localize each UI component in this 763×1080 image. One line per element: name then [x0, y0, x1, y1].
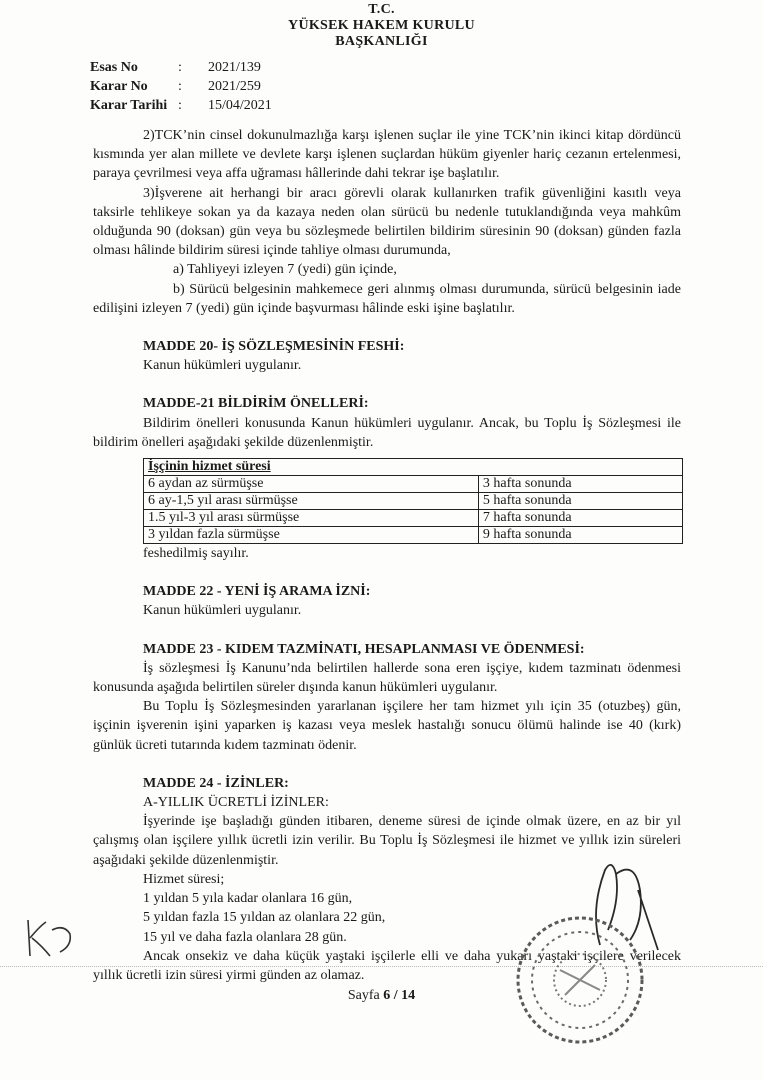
leave-tier-1: 1 yıldan 5 yıla kadar olanlara 16 gün,	[143, 891, 353, 907]
page-label: Sayfa	[347, 988, 380, 1003]
esas-colon: :	[178, 60, 182, 75]
tarih-value: 15/04/2021	[208, 98, 272, 113]
header-department: BAŞKANLIĞI	[335, 34, 428, 49]
notice-period-cell: 5 hafta sonunda	[478, 493, 682, 510]
table-footnote: feshedilmiş sayılır.	[143, 546, 249, 562]
article-23-paragraph-2: Bu Toplu İş Sözleşmesinden yararlanan işçilere her tam hizmet yılı için 35 (otuzbeş) gün, işçinin işverenin işini yaparken iş kazası veya meslek hastalığı sonucu ölümü halinde ise 40 (kırk) günlük ücreti tutarında kıdem tazminatı ödenir.	[93, 699, 681, 753]
header-tc: T.C.	[368, 2, 395, 17]
table-row	[144, 476, 683, 493]
handwritten-initials-icon	[20, 912, 80, 962]
tarih-row	[90, 96, 272, 115]
article-23-title: MADDE 23 - KIDEM TAZMİNATI, HESAPLANMASI VE ÖDENMESİ:	[143, 641, 585, 657]
tarih-label: Karar Tarihi	[90, 98, 168, 113]
service-duration-cell: 6 ay-1,5 yıl arası sürmüşse	[144, 493, 479, 510]
page-footer	[0, 988, 763, 1004]
official-stamp-icon	[510, 910, 650, 1050]
table-row	[144, 510, 683, 527]
article-21-title: MADDE-21 BİLDİRİM ÖNELLERİ:	[143, 396, 369, 412]
karar-row	[90, 77, 272, 96]
service-duration-heading: Hizmet süresi;	[143, 871, 225, 887]
article-22-text: Kanun hükümleri uygulanır.	[143, 603, 302, 619]
table-header-row	[144, 459, 683, 476]
notice-period-cell: 9 hafta sonunda	[478, 527, 682, 544]
table-row	[144, 493, 683, 510]
karar-value: 2021/259	[208, 79, 261, 94]
article-24-paragraph-1: İşyerinde işe başladığı günden itibaren, deneme süresi de içinde olmak üzere, en az bir yıl çalışmış olan işçilere yıllık ücretli izin verilir. Bu Toplu İş Sözleşmesi ile hizmet ve yıllık izin süreleri aşağıdaki şekilde düzenlenmiştir.	[93, 814, 681, 868]
article-24-subtitle: A-YILLIK ÜCRETLİ İZİNLER:	[143, 795, 329, 811]
article-20-text: Kanun hükümleri uygulanır.	[143, 358, 302, 374]
karar-label: Karar No	[90, 79, 148, 94]
service-duration-cell: 3 yıldan fazla sürmüşse	[144, 527, 479, 544]
document-header	[0, 2, 763, 50]
tarih-colon: :	[178, 98, 182, 113]
service-duration-cell: 1.5 yıl-3 yıl arası sürmüşse	[144, 510, 479, 527]
notice-period-cell: 3 hafta sonunda	[478, 476, 682, 493]
leave-tier-3: 15 yıl ve daha fazla olanlara 28 gün.	[143, 929, 347, 945]
article-23-paragraph-1: İş sözleşmesi İş Kanunu’nda belirtilen hallerde sona eren işçiye, kıdem tazminatı ödenmesi konusunda aşağıda belirtilen süreler dışında kanun hükümleri uygulanır.	[93, 660, 681, 696]
item-b: b) Sürücü belgesinin mahkemece geri alınmış olması durumunda, sürücü belgesinin iade edilişini izleyen 7 (yedi) gün içinde başvurması hâlinde eski işine başlatılır.	[93, 281, 681, 316]
paragraph-2: 2)TCK’nin cinsel dokunulmazlığa karşı işlenen suçlar ile yine TCK’nin ikinci kitap dördüncü kısmında yer alan millete ve devlete karşı işlenen suçlardan hüküm giyenler hariç cezanın ertelenmesi, paraya çevrilmesi veya affa uğraması hâllerinde dahi tekrar işe başlatılır.	[93, 128, 681, 182]
esas-row	[90, 58, 272, 77]
case-metadata	[90, 58, 272, 115]
table-row	[144, 527, 683, 544]
notice-period-cell: 7 hafta sonunda	[478, 510, 682, 527]
paragraph-3: 3)İşverene ait herhangi bir aracı görevli olarak kullanırken trafik güvenliğini kasıtlı veya taksirle tehlikeye sokan ya da kazaya neden olan sürücü bu nedenle tutuklandığında veya mahkûm olduğunda 90 (doksan) gün veya bu sözleşmede belirtilen bildirim süresinin 90 (doksan) günden fazla olması hâlinde bildirim süresi içinde tahliye olması durumunda,	[93, 185, 681, 259]
leave-tier-2: 5 yıldan fazla 15 yıldan az olanlara 22 gün,	[143, 910, 386, 926]
notice-period-table	[143, 458, 683, 544]
article-24-title: MADDE 24 - İZİNLER:	[143, 775, 289, 791]
article-20-title: MADDE 20- İŞ SÖZLEŞMESİNİN FESHİ:	[143, 339, 405, 355]
header-institution: YÜKSEK HAKEM KURULU	[288, 18, 475, 33]
table-header-cell: İşçinin hizmet süresi	[144, 459, 683, 476]
esas-value: 2021/139	[208, 60, 261, 75]
article-22-title: MADDE 22 - YENİ İŞ ARAMA İZNİ:	[143, 584, 371, 600]
esas-label: Esas No	[90, 60, 138, 75]
article-21-text: Bildirim önelleri konusunda Kanun hükümleri uygulanır. Ancak, bu Toplu İş Sözleşmesi ile bildirim önelleri aşağıdaki şekilde düzenlenmiştir.	[93, 415, 681, 450]
service-duration-cell: 6 aydan az sürmüşse	[144, 476, 479, 493]
article-24-paragraph-2: Ancak onsekiz ve daha küçük yaştaki işçilerle elli ve daha yukarı yaştaki işçilere verilecek yıllık ücretli izin süresi yirmi günden az olamaz.	[93, 948, 681, 983]
page-number: 6 / 14	[383, 988, 416, 1003]
item-a: a) Tahliyeyi izleyen 7 (yedi) gün içinde,	[173, 262, 397, 278]
karar-colon: :	[178, 79, 182, 94]
